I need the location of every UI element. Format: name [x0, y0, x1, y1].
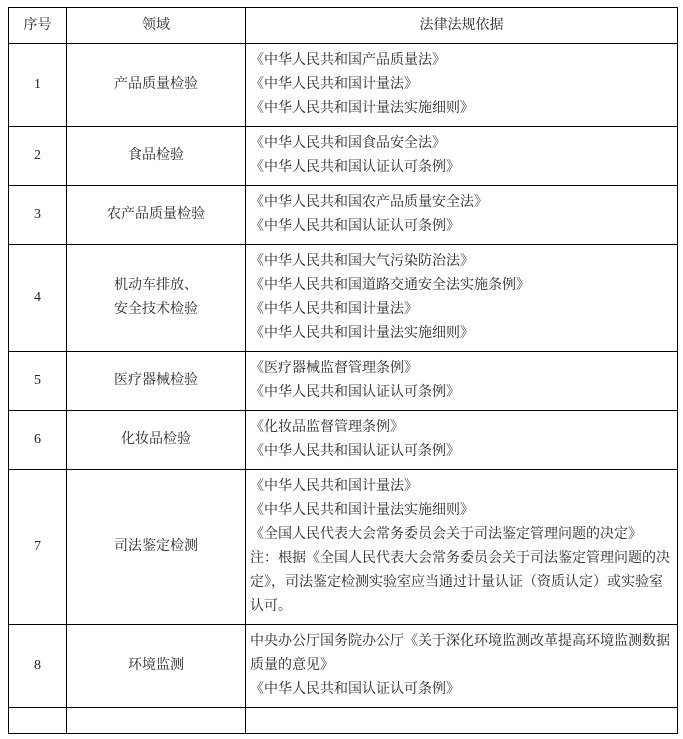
law-line: 注：根据《全国人民代表大会常务委员会关于司法鉴定管理问题的决定》，司法鉴定检测实验室应当通过计量认证（资质认定）或实验室认可。 — [250, 551, 670, 614]
serial-number-cell: 3 — [9, 186, 67, 245]
serial-number-cell: 4 — [9, 245, 67, 352]
table-row — [9, 352, 678, 411]
legal-basis-cell — [246, 470, 678, 625]
law-line: 中央办公厅国务院办公厅《关于深化环境监测改革提高环境监测数据质量的意见》 — [250, 634, 670, 673]
table-row — [9, 708, 678, 734]
serial-number-cell: 8 — [9, 625, 67, 708]
legal-basis-cell — [246, 186, 678, 245]
field-line: 安全技术检验 — [114, 302, 198, 317]
field-cell — [67, 411, 246, 470]
law-line: 《中华人民共和国道路交通安全法实施条例》 — [250, 278, 530, 293]
table-row — [9, 44, 678, 127]
serial-number-cell — [9, 708, 67, 734]
law-line: 《中华人民共和国认证认可条例》 — [250, 160, 460, 175]
law-line: 《中华人民共和国计量法实施细则》 — [250, 326, 474, 341]
law-line: 《中华人民共和国认证认可条例》 — [250, 385, 460, 400]
field-line: 医疗器械检验 — [114, 373, 198, 388]
header-field: 领域 — [67, 8, 246, 44]
header-legal-basis: 法律法规依据 — [246, 8, 678, 44]
legal-basis-cell — [246, 625, 678, 708]
table-row — [9, 186, 678, 245]
field-cell — [67, 186, 246, 245]
serial-number-cell: 1 — [9, 44, 67, 127]
table-header — [9, 8, 678, 44]
field-cell — [67, 625, 246, 708]
field-line: 农产品质量检验 — [107, 207, 205, 222]
law-line: 《中华人民共和国大气污染防治法》 — [250, 254, 474, 269]
law-line: 《中华人民共和国认证认可条例》 — [250, 682, 460, 697]
header-serial-number: 序号 — [9, 8, 67, 44]
law-line: 《中华人民共和国农产品质量安全法》 — [250, 195, 488, 210]
legal-basis-cell — [246, 44, 678, 127]
field-cell — [67, 44, 246, 127]
serial-number-cell: 6 — [9, 411, 67, 470]
law-line: 《中华人民共和国产品质量法》 — [250, 53, 446, 68]
field-line: 机动车排放、 — [114, 278, 198, 293]
serial-number-cell: 5 — [9, 352, 67, 411]
law-line: 《中华人民共和国食品安全法》 — [250, 136, 446, 151]
law-line: 《中华人民共和国计量法实施细则》 — [250, 503, 474, 518]
field-cell — [67, 245, 246, 352]
legal-basis-cell — [246, 245, 678, 352]
serial-number-cell: 2 — [9, 127, 67, 186]
law-line: 《化妆品监督管理条例》 — [250, 420, 404, 435]
field-cell — [67, 127, 246, 186]
law-line: 《中华人民共和国认证认可条例》 — [250, 219, 460, 234]
serial-number-cell: 7 — [9, 470, 67, 625]
legal-basis-cell — [246, 411, 678, 470]
field-cell — [67, 470, 246, 625]
law-line: 《中华人民共和国计量法》 — [250, 479, 418, 494]
field-line: 化妆品检验 — [121, 432, 191, 447]
legal-basis-cell — [246, 352, 678, 411]
table-body — [9, 44, 678, 734]
header-row — [9, 8, 678, 44]
table-row — [9, 625, 678, 708]
law-line: 《中华人民共和国计量法》 — [250, 77, 418, 92]
field-line: 产品质量检验 — [114, 77, 198, 92]
field-cell — [67, 708, 246, 734]
law-basis-table — [8, 7, 678, 734]
table-row — [9, 411, 678, 470]
law-line: 《中华人民共和国认证认可条例》 — [250, 444, 460, 459]
law-line: 《中华人民共和国计量法》 — [250, 302, 418, 317]
law-line: 《中华人民共和国计量法实施细则》 — [250, 101, 474, 116]
law-line: 《全国人民代表大会常务委员会关于司法鉴定管理问题的决定》 — [250, 527, 642, 542]
law-line: 《医疗器械监督管理条例》 — [250, 361, 418, 376]
field-line: 食品检验 — [128, 148, 184, 163]
field-line: 环境监测 — [128, 658, 184, 673]
legal-basis-cell — [246, 708, 678, 734]
table-row — [9, 245, 678, 352]
table-row — [9, 127, 678, 186]
legal-basis-cell — [246, 127, 678, 186]
table-row — [9, 470, 678, 625]
field-line: 司法鉴定检测 — [114, 539, 198, 554]
field-cell — [67, 352, 246, 411]
